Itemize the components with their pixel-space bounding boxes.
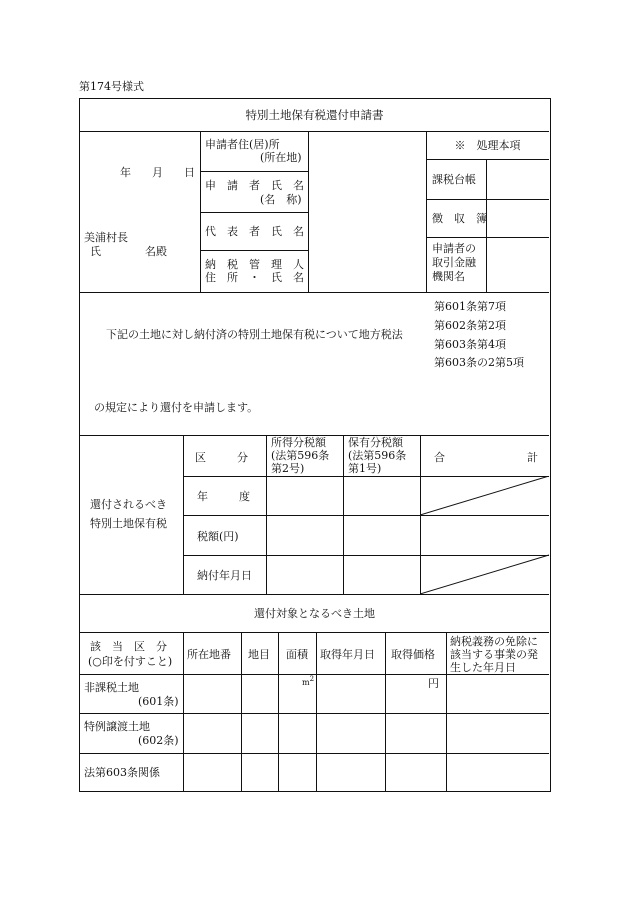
- rule-land-v6: [446, 632, 447, 792]
- col-holding-1: 保有分税額: [348, 436, 403, 449]
- rule-refund-v2: [266, 435, 267, 594]
- col-total-right: 計: [527, 451, 538, 464]
- land-row-nontaxable: 非課税土地: [84, 681, 139, 694]
- rule-header-v1: [200, 131, 201, 292]
- col-income-1: 所得分税額: [271, 436, 326, 449]
- applicant-name-sub: (名 称): [260, 193, 302, 206]
- bank-label-2: 取引金融: [432, 256, 476, 269]
- tax-ledger-label: 課税台帳: [432, 173, 476, 186]
- rule-refund-v3: [343, 435, 344, 594]
- rule-land-v5: [385, 632, 386, 792]
- article-2: 第602条第2項: [434, 319, 506, 332]
- land-row-article-603: 法第603条関係: [84, 766, 160, 779]
- col-category-2: (○印を付すこと): [88, 655, 173, 668]
- land-row-special-transfer-article: (602条): [138, 734, 179, 747]
- office-use-header: ※ 処理本項: [454, 139, 521, 152]
- collection-book-label: 徴 収 簿: [432, 212, 487, 225]
- rule-land-v1: [183, 632, 184, 792]
- refund-label-2: 特別土地保有税: [90, 517, 167, 530]
- col-acq-price: 取得価格: [391, 648, 435, 661]
- rule-applicant-3: [200, 250, 308, 251]
- rule-office-3: [426, 237, 549, 238]
- rule-land-v3: [278, 632, 279, 792]
- row-payment-date: 納付年月日: [197, 569, 252, 582]
- row-year: 年 度: [197, 490, 253, 503]
- col-exempt-2: 該当する事業の発: [450, 648, 538, 661]
- bank-label-1: 申請者の: [432, 242, 476, 255]
- rule-land-3: [80, 753, 549, 754]
- col-exempt-1: 納税義務の免除に: [450, 635, 538, 648]
- price-unit: 円: [428, 677, 439, 690]
- rule-applicant-2: [200, 212, 308, 213]
- addressee-name: 氏 名殿: [90, 245, 167, 258]
- article-4: 第603条の2第5項: [434, 356, 524, 369]
- form-number: 第174号様式: [79, 80, 144, 93]
- land-section-title: 還付対象となるべき土地: [254, 607, 375, 620]
- col-income-3: 第2号): [271, 462, 305, 475]
- area-unit: [302, 675, 315, 688]
- col-acq-date: 取得年月日: [320, 648, 375, 661]
- row-amount: 税額(円): [197, 530, 239, 543]
- statement-closing: の規定により還付を申請します。: [94, 401, 259, 414]
- col-location: 所在地番: [187, 648, 231, 661]
- rule-header-v2: [308, 131, 309, 292]
- col-land-type: 地目: [248, 648, 270, 661]
- form-title: 特別土地保有税還付申請書: [245, 108, 384, 122]
- application-form: [79, 98, 551, 792]
- rule-office-1: [426, 159, 549, 160]
- diagonal-strikes: [420, 476, 550, 594]
- col-holding-3: 第1号): [348, 462, 382, 475]
- land-row-nontaxable-article: (601条): [138, 695, 179, 708]
- col-kubun: 区 分: [195, 451, 251, 464]
- bank-label-3: 機関名: [432, 270, 465, 283]
- rule-land-v2: [241, 632, 242, 792]
- rule-header-bottom: [80, 292, 549, 293]
- applicant-address-label: 申請者住(居)所: [205, 138, 280, 151]
- col-category-1: 該 当 区 分: [90, 640, 167, 653]
- tax-agent-sub: 住 所 ・ 氏 名: [205, 271, 304, 284]
- article-1: 第601条第7項: [434, 300, 506, 313]
- rule-title-bottom: [80, 131, 549, 132]
- applicant-address-sub: (所在地): [260, 151, 302, 164]
- col-holding-2: (法第596条: [348, 449, 407, 462]
- article-3: 第603条第4項: [434, 338, 506, 351]
- rule-land-2: [80, 713, 549, 714]
- col-income-2: (法第596条: [271, 449, 330, 462]
- rule-refund-v1: [183, 435, 184, 594]
- applicant-name-label: 申 請 者 氏 名: [205, 179, 304, 192]
- rule-refund-bottom: [80, 594, 549, 595]
- col-area: 面積: [286, 648, 308, 661]
- refund-label-1: 還付されるべき: [90, 498, 167, 511]
- rule-header-v3: [426, 131, 427, 292]
- col-exempt-3: 生した年月日: [450, 661, 516, 674]
- rule-land-title-bottom: [80, 632, 549, 633]
- land-row-special-transfer: 特例譲渡土地: [84, 720, 150, 733]
- rule-office-2: [426, 199, 549, 200]
- date-label: 年 月 日: [120, 166, 200, 179]
- addressee-office: 美浦村長: [84, 231, 128, 244]
- statement-main: 下記の土地に対し納付済の特別土地保有税について地方税法: [106, 328, 403, 341]
- rule-land-v4: [316, 632, 317, 792]
- rule-applicant-1: [200, 171, 308, 172]
- col-total-left: 合: [434, 451, 445, 464]
- area-unit-superscript: 2: [309, 675, 315, 683]
- area-unit-base: m: [302, 678, 310, 687]
- representative-label: 代 表 者 氏 名: [205, 225, 304, 238]
- tax-agent-label: 納 税 管 理 人: [205, 258, 304, 271]
